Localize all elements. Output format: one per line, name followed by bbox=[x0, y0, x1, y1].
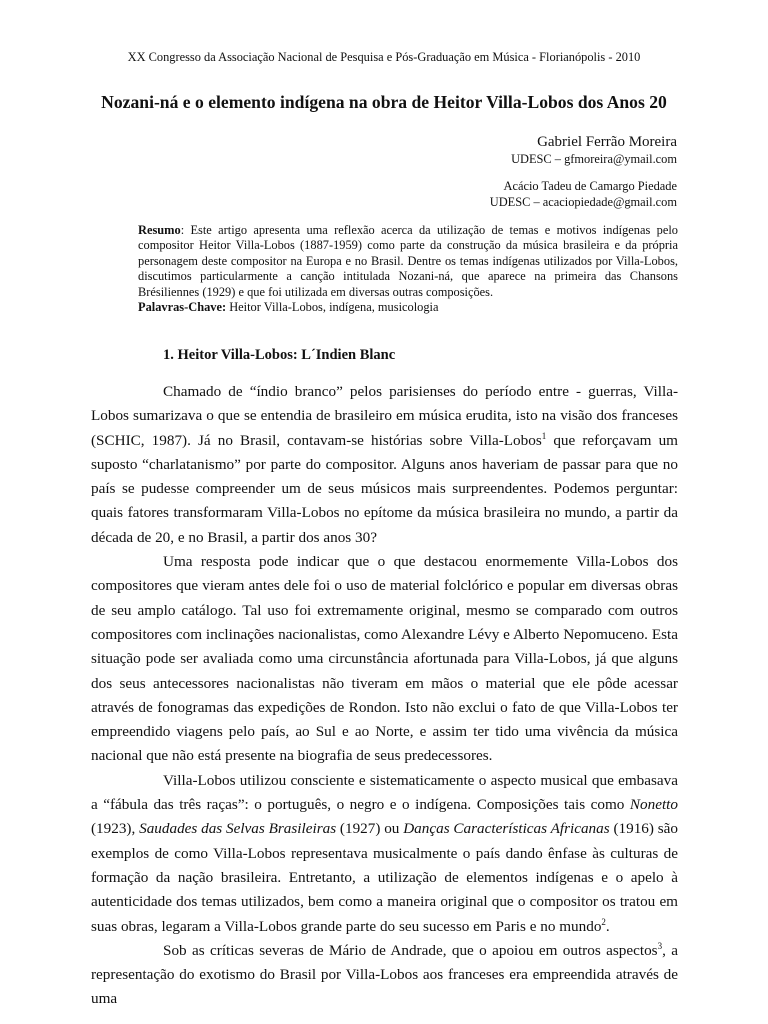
paragraph-2: Uma resposta pode indicar que o que destacou enormemente Villa-Lobos dos compositores que vieram antes dele foi o uso de material folclórico e popular em diversas obras de seu amplo catálogo. Tal uso foi extremamente original, mesmo se comparado com outros compositores com inclinações nacionalistas, como Alexandre Lévy e Alberto Nepomuceno. Esta situação pode ser avaliada como uma circunstância afortunada para Villa-Lobos, já que alguns dos seus antecessores nacionalistas não tiveram em mãos o material que ele pôde acessar através de fonogramas das expedições de Rondon. Isto não exclui o fato de que Villa-Lobos ter empreendido viagens pelo país, ao Sul e ao Norte, e assim ter tido uma vivência da música nacional que não está presente na biografia de seus predecessores. bbox=[91, 553, 678, 765]
paragraph-text: . bbox=[605, 917, 610, 935]
body-text bbox=[91, 380, 678, 1012]
author-2 bbox=[490, 178, 677, 210]
keywords-label: Palavras-Chave: bbox=[138, 300, 227, 315]
footnote-ref[interactable]: 2 bbox=[601, 916, 606, 927]
abstract-text bbox=[138, 223, 678, 300]
paragraph-text: , a representação do exotismo do Brasil por Villa-Lobos aos franceses era empreendida através de uma bbox=[91, 941, 678, 1008]
abstract bbox=[138, 223, 678, 315]
paragraph-text: (1927) ou bbox=[336, 820, 404, 838]
author-name: Gabriel Ferrão Moreira bbox=[537, 134, 677, 150]
footnote-ref[interactable]: 3 bbox=[657, 940, 663, 951]
conference-header: XX Congresso da Associação Nacional de Pesquisa e Pós-Graduação em Música - Florianópolis - 2010 bbox=[127, 50, 641, 64]
abstract-body: : Este artigo apresenta uma reflexão acerca da utilização de temas e motivos indígenas pelo compositor Heitor Villa-Lobos (1887-1959) como parte da construção da música brasileira e da própria personagem deste compositor na Europa e no Brasil. Dentre os temas indígenas utilizados por Villa-Lobos, discutimos particularmente a canção intitulada Nozani-ná, que aparece na primeira das Chansons Brésiliennes (1929) e que foi utilizada em diversas outras composições. bbox=[138, 223, 678, 299]
work-title: Nonetto bbox=[629, 796, 678, 814]
paragraph-text: que reforçavam um suposto “charlatanismo” por parte do compositor. Alguns anos haveriam de passar para que no país se pudesse compreender um de seus músicos mais surpreendentes. Podemos perguntar: quais fatores transformaram Villa-Lobos no epítome da música brasileira no mundo, a partir da década de 20, e no Brasil, a partir dos anos 30? bbox=[91, 431, 678, 546]
keywords bbox=[138, 300, 678, 315]
paragraph-3 bbox=[91, 769, 678, 939]
author-affiliation: UDESC – gfmoreira@ymail.com bbox=[511, 152, 677, 166]
paragraph-text: Chamado de “índio branco” pelos parisienses do período entre - guerras, Villa-Lobos sumarizava o que se entendia de brasileiro em música erudita, isto na visão dos franceses (SCHIC, 1987). Já no Brasil, contavam-se histórias sobre Villa-Lobos bbox=[91, 383, 678, 449]
paragraph-4 bbox=[91, 939, 678, 1012]
paragraph-text: Sob as críticas severas de Mário de Andrade, que o apoiou em outros aspectos bbox=[163, 941, 658, 959]
footnote-ref[interactable]: 1 bbox=[541, 430, 547, 441]
work-title: Danças Características Africanas bbox=[403, 820, 610, 838]
section-heading: 1. Heitor Villa-Lobos: L´Indien Blanc bbox=[163, 347, 396, 363]
abstract-label: Resumo bbox=[138, 223, 181, 237]
author-affiliation: UDESC – acaciopiedade@gmail.com bbox=[489, 195, 677, 209]
paper-title: Nozani-ná e o elemento indígena na obra de Heitor Villa-Lobos dos Anos 20 bbox=[101, 92, 667, 112]
work-title: Saudades das Selvas Brasileiras bbox=[139, 820, 337, 838]
author-1 bbox=[511, 133, 677, 167]
keywords-list: Heitor Villa-Lobos, indígena, musicologia bbox=[226, 300, 439, 315]
paragraph-text: (1923), bbox=[91, 820, 140, 838]
paragraph-1 bbox=[91, 380, 678, 550]
author-name: Acácio Tadeu de Camargo Piedade bbox=[503, 179, 677, 193]
paragraph-text: (1916) são exemplos de como Villa-Lobos representava musicalmente o país dando ênfase às culturas de formação da nação brasileira. Entretanto, a utilização de elementos indígenas e o apelo à autenticidade dos temas utilizados, bem como a maneira original que o compositor os tratou em suas obras, legaram a Villa-Lobos grande parte do seu sucesso em Paris e no mundo bbox=[91, 820, 678, 935]
paragraph-text: Villa-Lobos utilizou consciente e sistematicamente o aspecto musical que embasava a “fábula das três raças”: o português, o negro e o indígena. Composições tais como bbox=[91, 771, 678, 814]
